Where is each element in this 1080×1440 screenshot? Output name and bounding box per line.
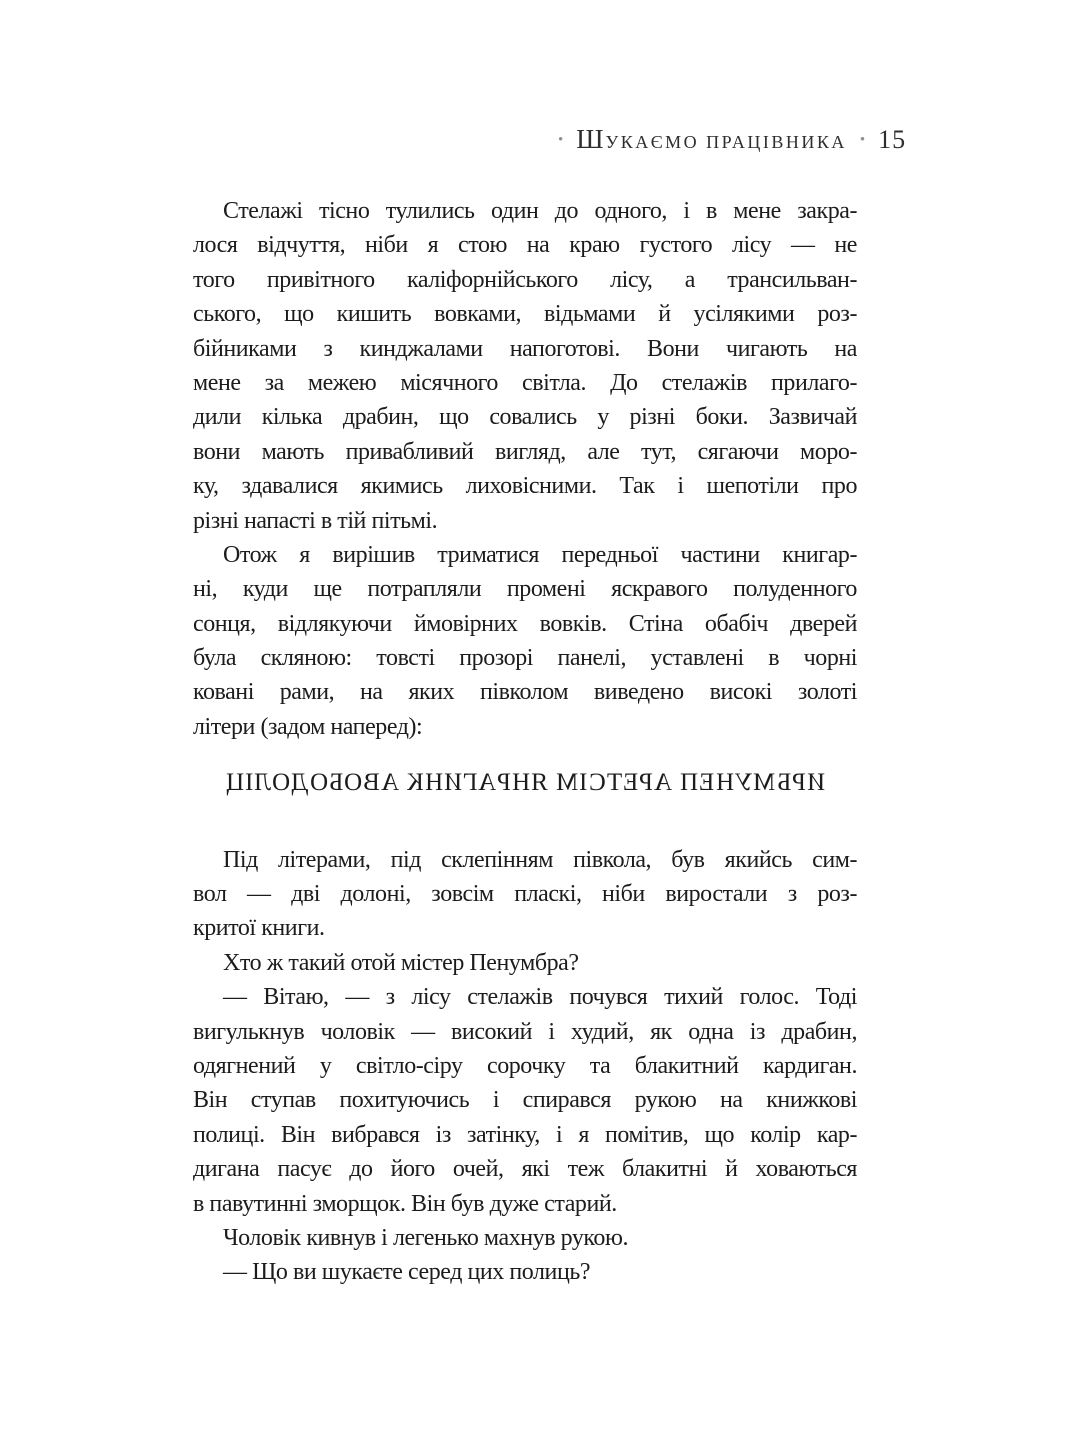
chapter-title-initial: Ш bbox=[576, 124, 606, 154]
text-line: бійниками з кинджалами напоготові. Вони чигають на bbox=[193, 335, 857, 362]
text-line: Під літерами, під склепінням півкола, був якийсь сим- bbox=[223, 846, 857, 873]
text-line: мене за межею місячного світла. До стелажів прилаго- bbox=[193, 369, 857, 396]
text-line: сонця, відлякуючи ймовірних вовків. Стіна обабіч дверей bbox=[193, 610, 857, 637]
chapter-title-rest: УКАЄМО ПРАЦІВНИКА bbox=[605, 132, 847, 152]
text-line: ку, здавалися якимись лиховісними. Так і шепотіли про bbox=[193, 473, 857, 500]
text-line: вони мають привабливий вигляд, але тут, сягаючи моро- bbox=[193, 438, 857, 465]
text-line: Стелажі тісно тулились один до одного, і в мене закра- bbox=[223, 198, 857, 224]
text-line: полиці. Він вибрався із затінку, і я помітив, що колір кар- bbox=[193, 1121, 857, 1148]
paragraph bbox=[193, 843, 857, 946]
text-line: дигана пасує до його очей, які теж блакитні й ховаються bbox=[193, 1156, 857, 1183]
text-line: різні напасті в тій пітьмі. bbox=[193, 507, 438, 534]
paragraph bbox=[193, 1221, 857, 1255]
text-line: — Вітаю, — з лісу стелажів почувся тихий голос. Тоді bbox=[223, 984, 857, 1011]
text-line: критої книги. bbox=[193, 915, 325, 942]
text-line: ні, куди ще потрапляли промені яскравого полуденного bbox=[193, 576, 857, 603]
paragraph bbox=[193, 538, 857, 744]
text-line: в павутинні зморщок. Він був дуже старий. bbox=[193, 1190, 617, 1217]
page-number: 15 bbox=[878, 125, 907, 154]
text-line: вигулькнув чоловік — високий і худий, як одна із драбин, bbox=[193, 1018, 857, 1045]
text-line: дили кілька драбин, що совались у різні боки. Зазвичай bbox=[193, 404, 857, 431]
header-bullet-left-icon: • bbox=[558, 132, 564, 148]
text-line: Хто ж такий отой містер Пенумбра? bbox=[223, 949, 579, 976]
text-line: Чоловік кивнув і легенько махнув рукою. bbox=[223, 1224, 628, 1251]
text-line: — Що ви шукаєте серед цих полиць? bbox=[223, 1259, 591, 1286]
text-line: ського, що кишить вовками, відьмами й усілякими роз- bbox=[193, 301, 857, 328]
header-bullet-right-icon: • bbox=[859, 132, 866, 148]
paragraph bbox=[193, 980, 857, 1221]
paragraph bbox=[193, 1255, 857, 1289]
running-header bbox=[558, 124, 906, 155]
mirrored-storefront-sign: ЦІЛОДОБОВА КНИГАРНЯ МІСТЕРА ПЕНУМБРИ bbox=[225, 769, 825, 797]
text-line: була скляною: товсті прозорі панелі, уставлені в чорні bbox=[193, 645, 857, 672]
text-line: Отож я вирішив триматися передньої частини книгар- bbox=[223, 541, 857, 568]
text-line: одягнений у світло-сіру сорочку та блакитний кардиган. bbox=[193, 1052, 857, 1079]
text-line: того привітного каліфорнійського лісу, а трансильван- bbox=[193, 266, 857, 293]
text-line: лося відчуття, ніби я стою на краю густого лісу — не bbox=[193, 232, 857, 259]
text-line: Він ступав похитуючись і спирався рукою на книжкові bbox=[193, 1087, 857, 1114]
text-line: ковані рами, на яких півколом виведено високі золоті bbox=[193, 679, 857, 706]
text-line: вол — дві долоні, зовсім пласкі, ніби виростали з роз- bbox=[193, 881, 857, 908]
paragraph bbox=[193, 946, 857, 980]
text-line: літери (задом наперед): bbox=[193, 713, 423, 740]
paragraph bbox=[193, 194, 857, 538]
text-column bbox=[193, 194, 857, 1290]
chapter-title bbox=[576, 124, 847, 155]
